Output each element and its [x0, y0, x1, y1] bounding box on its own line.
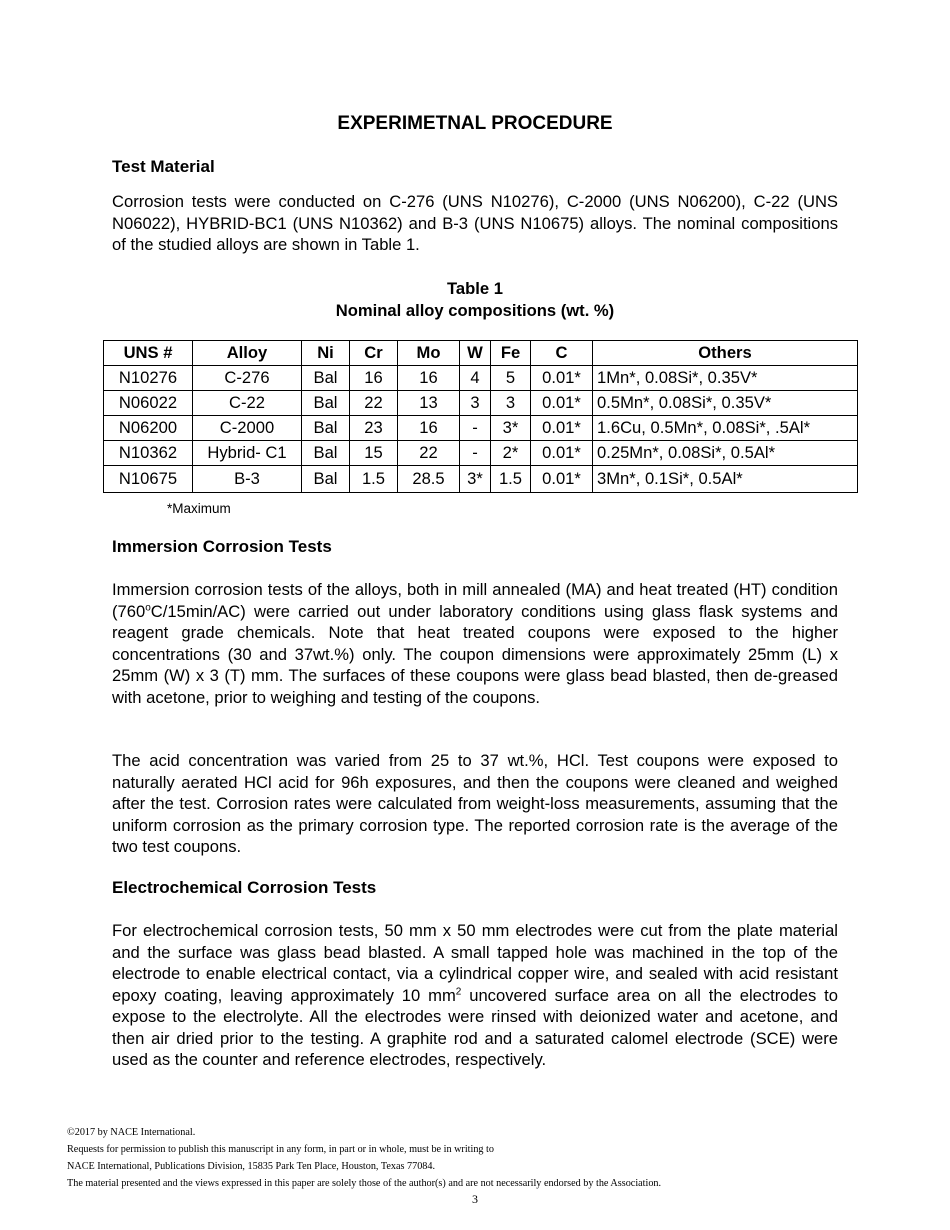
col-others: Others	[593, 341, 858, 366]
test-material-heading: Test Material	[112, 157, 215, 176]
immersion-paragraph-1	[112, 579, 838, 708]
col-fe: Fe	[491, 341, 531, 366]
table-row	[104, 416, 858, 441]
test-material-paragraph: Corrosion tests were conducted on C-276 (UNS N10276), C-2000 (UNS N06200), C-22 (UNS N06022), HYBRID-BC1 (UNS N10362) and B-3 (UNS N10675) alloys. The nominal compositions of the studied alloys are shown in Table 1.	[112, 192, 838, 254]
cell-mo: 16	[398, 366, 460, 391]
degree-superscript: o	[145, 601, 151, 613]
cell-w: -	[460, 416, 491, 441]
cell-alloy: B-3	[193, 466, 302, 493]
electrochemical-text-b: uncovered surface area on all the electrodes to expose to the electrolyte. All the electrodes were rinsed with deionized water and acetone, and then air dried prior to the testing. A graphite rod and a saturated calomel electrode (SCE) were used as the counter and reference electrodes, respectively.	[112, 985, 839, 1069]
cell-fe: 1.5	[491, 466, 531, 493]
cell-fe: 3	[491, 391, 531, 416]
cell-c: 0.01*	[531, 416, 593, 441]
cell-cr: 1.5	[350, 466, 398, 493]
table-caption: Nominal alloy compositions (wt. %)	[335, 301, 615, 320]
footer-line-2: Requests for permission to publish this manuscript in any form, in part or in whole, must be in writing to	[67, 1144, 494, 1155]
cell-others: 3Mn*, 0.1Si*, 0.5Al*	[593, 466, 858, 493]
col-mo: Mo	[398, 341, 460, 366]
col-uns: UNS #	[104, 341, 193, 366]
electrochemical-heading: Electrochemical Corrosion Tests	[112, 878, 377, 897]
cell-uns: N10362	[104, 441, 193, 466]
cell-ni: Bal	[302, 416, 350, 441]
cell-others: 1.6Cu, 0.5Mn*, 0.08Si*, .5Al*	[593, 416, 858, 441]
cell-w: 4	[460, 366, 491, 391]
cell-ni: Bal	[302, 366, 350, 391]
cell-ni: Bal	[302, 391, 350, 416]
table-row	[104, 441, 858, 466]
alloy-composition-table	[103, 340, 858, 493]
cell-alloy: Hybrid- C1	[193, 441, 302, 466]
footer-line-1: ©2017 by NACE International.	[67, 1127, 196, 1138]
table-row	[104, 366, 858, 391]
immersion-p1-text-a: Immersion corrosion tests of the alloys, both in mill annealed (MA) and heat treated (HT) condition (760	[112, 580, 838, 621]
cell-others: 0.5Mn*, 0.08Si*, 0.35V*	[593, 391, 858, 416]
cell-c: 0.01*	[531, 441, 593, 466]
cell-ni: Bal	[302, 466, 350, 493]
footer-line-3: NACE International, Publications Division, 15835 Park Ten Place, Houston, Texas 77084.	[67, 1161, 436, 1172]
immersion-heading: Immersion Corrosion Tests	[112, 537, 332, 556]
table-row	[104, 391, 858, 416]
cell-w: 3*	[460, 466, 491, 493]
col-alloy: Alloy	[193, 341, 302, 366]
cell-mo: 16	[398, 416, 460, 441]
copyright-footer	[67, 1124, 661, 1192]
immersion-paragraph-2: The acid concentration was varied from 25 to 37 wt.%, HCl. Test coupons were exposed to naturally aerated HCl acid for 96h exposures, and then the coupons were cleaned and weighed after the test. Corrosion rates were calculated from weight-loss measurements, assuming that the uniform corrosion as the primary corrosion type. The reported corrosion rate is the average of the two test coupons.	[112, 751, 838, 856]
cell-cr: 16	[350, 366, 398, 391]
cell-fe: 3*	[491, 416, 531, 441]
cell-mo: 28.5	[398, 466, 460, 493]
cell-c: 0.01*	[531, 466, 593, 493]
cell-w: 3	[460, 391, 491, 416]
cell-c: 0.01*	[531, 391, 593, 416]
electrochemical-text-a: For electrochemical corrosion tests, 50 mm x 50 mm electrodes were cut from the plate material and the surface was glass bead blasted. A small tapped hole was machined in the top of the electrode to enable electrical contact, via a cylindrical copper wire, and sealed with acid resistant epoxy coating, leaving approximately 10 mm	[112, 921, 838, 1005]
cell-c: 0.01*	[531, 366, 593, 391]
col-c: C	[531, 341, 593, 366]
col-cr: Cr	[350, 341, 398, 366]
squared-superscript: 2	[455, 985, 462, 997]
cell-cr: 15	[350, 441, 398, 466]
cell-uns: N10675	[104, 466, 193, 493]
table-label: Table 1	[447, 279, 503, 298]
cell-cr: 23	[350, 416, 398, 441]
cell-alloy: C-276	[193, 366, 302, 391]
cell-ni: Bal	[302, 441, 350, 466]
page-title: EXPERIMETNAL PROCEDURE	[337, 113, 613, 134]
cell-cr: 22	[350, 391, 398, 416]
page-number: 3	[472, 1192, 478, 1206]
cell-fe: 2*	[491, 441, 531, 466]
footer-line-4: The material presented and the views expressed in this paper are solely those of the author(s) and are not necessarily endorsed by the Association.	[67, 1178, 662, 1189]
electrochemical-paragraph	[112, 920, 838, 1071]
cell-uns: N10276	[104, 366, 193, 391]
col-ni: Ni	[302, 341, 350, 366]
cell-uns: N06022	[104, 391, 193, 416]
cell-mo: 22	[398, 441, 460, 466]
cell-fe: 5	[491, 366, 531, 391]
cell-uns: N06200	[104, 416, 193, 441]
table-footnote: *Maximum	[167, 501, 231, 516]
cell-w: -	[460, 441, 491, 466]
table-row	[104, 466, 858, 493]
cell-alloy: C-22	[193, 391, 302, 416]
table-header-row	[104, 341, 858, 366]
cell-alloy: C-2000	[193, 416, 302, 441]
immersion-p1-text-b: C/15min/AC) were carried out under laboratory conditions using glass flask systems and reagent grade chemicals. Note that heat treated coupons were exposed to the higher concentrations (30 and 37wt.%) only. The coupon dimensions were approximately 25mm (L) x 25mm (W) x 3 (T) mm. The surfaces of these coupons were glass bead blasted, then de-greased with acetone, prior to weighing and testing of the coupons.	[112, 601, 838, 707]
cell-others: 0.25Mn*, 0.08Si*, 0.5Al*	[593, 441, 858, 466]
cell-mo: 13	[398, 391, 460, 416]
col-w: W	[460, 341, 491, 366]
cell-others: 1Mn*, 0.08Si*, 0.35V*	[593, 366, 858, 391]
